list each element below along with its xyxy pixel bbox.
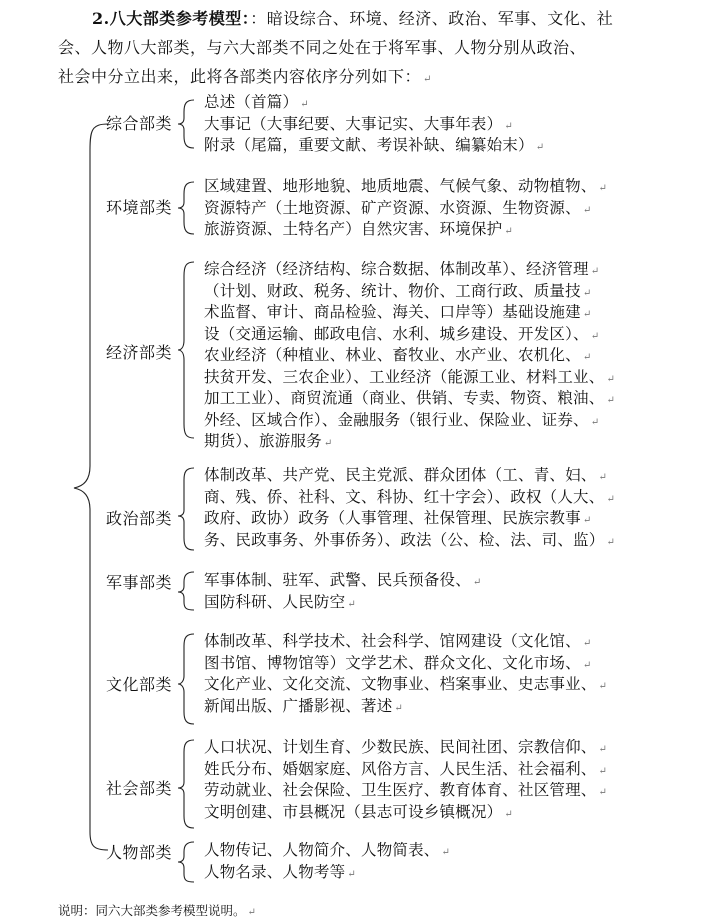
category-items-文化 bbox=[204, 631, 624, 717]
item-line: 政府、政协）政务（人事管理、社保管理、民族宗教事 ↵ bbox=[204, 509, 592, 527]
item-line: 大事记（大事纪要、大事记实、大事年表） ↵ bbox=[204, 114, 513, 133]
item-line: 人物名录、人物考等 ↵ bbox=[204, 862, 356, 881]
paragraph-mark: ↵ bbox=[582, 204, 592, 216]
item-line: 扶贫开发、三农企业）、工业经济（能源工业、材料工业、 ↵ bbox=[204, 367, 616, 386]
item-line: 人物传记、人物简介、人物简表、 ↵ bbox=[204, 841, 451, 859]
item-line: 加工工业）、商贸流通（商业、供销、专卖、物资、粮油、 ↵ bbox=[204, 389, 616, 407]
paragraph-mark: ↵ bbox=[323, 438, 333, 449]
category-label-社会: 社会部类 bbox=[106, 779, 173, 798]
item-line: 农业经济（种植业、林业、畜牧业、水产业、农机化、 ↵ bbox=[204, 346, 592, 364]
paragraph-mark: ↵ bbox=[504, 808, 513, 820]
paragraph-mark: ↵ bbox=[598, 681, 608, 692]
item-line: 区域建置、地形地貌、地质地震、气候气象、动物植物、 ↵ bbox=[204, 177, 608, 195]
paragraph-mark: ↵ bbox=[590, 266, 600, 277]
paragraph-mark: ↵ bbox=[590, 416, 600, 428]
paragraph-mark: ↵ bbox=[347, 598, 356, 610]
paragraph-mark: ↵ bbox=[504, 226, 513, 237]
item-line: 术监督、审计、商品检验、海关、口岸等）基础设施建 ↵ bbox=[204, 303, 592, 321]
paragraph-mark: ↵ bbox=[598, 744, 608, 755]
paragraph-mark: ↵ bbox=[606, 373, 616, 385]
paragraph-mark: ↵ bbox=[598, 787, 608, 798]
item-line: 军事体制、驻军、武警、民兵预备役、 ↵ bbox=[204, 571, 482, 589]
paragraph-mark: ↵ bbox=[590, 330, 600, 342]
category-label-军事: 军事部类 bbox=[106, 573, 173, 592]
item-line: 资源特产（土地资源、矿产资源、水资源、生物资源、 ↵ bbox=[204, 198, 592, 217]
item-line: 务、民政事务、外事侨务）、政法（公、检、法、司、监） ↵ bbox=[204, 530, 616, 549]
item-line: 综合经济（经济结构、综合数据、体制改革）、经济管理 ↵ bbox=[204, 260, 600, 278]
item-line: 体制改革、共产党、民主党派、群众团体（工、青、妇、 ↵ bbox=[204, 466, 608, 484]
item-line: 国防科研、人民防空 ↵ bbox=[204, 592, 356, 611]
item-line: 图书馆、博物馆等）文学艺术、群众文化、文化市场、 ↵ bbox=[204, 653, 592, 672]
item-line: 文明创建、市县概况（县志可设乡镇概况） ↵ bbox=[204, 802, 513, 821]
paragraph-mark: ↵ bbox=[472, 577, 482, 588]
category-items-社会 bbox=[204, 737, 624, 823]
category-items-政治 bbox=[204, 465, 624, 551]
item-line: 总述（首篇） ↵ bbox=[204, 93, 309, 111]
paragraph-mark: ↵ bbox=[535, 142, 545, 153]
section-heading: 2.八大部类参考模型 bbox=[92, 9, 242, 28]
category-label-政治: 政治部类 bbox=[106, 509, 173, 528]
item-line: 旅游资源、土特名产）自然灾害、环境保护 ↵ bbox=[204, 220, 513, 238]
item-line: 体制改革、科学技术、社会科学、馆网建设（文化馆、 ↵ bbox=[204, 632, 592, 650]
category-items-人物 bbox=[204, 840, 624, 883]
footnote: 说明：同六大部类参考模型说明。 ↵ bbox=[58, 903, 256, 918]
intro-line-1: 2.八大部类参考模型：：暗设综合、环境、经济、政治、军事、文化、社 bbox=[92, 9, 614, 28]
paragraph-mark: ↵ bbox=[582, 287, 592, 299]
intro-line-3: 社会中分立出来，此将各部类内容依序分列如下： ↵ bbox=[58, 67, 432, 86]
item-line: 新闻出版、广播影视、著述 ↵ bbox=[204, 696, 403, 715]
item-line: 商、残、侨、社科、文、科协、红十字会）、政权（人大、 ↵ bbox=[204, 487, 616, 506]
category-label-经济: 经济部类 bbox=[106, 343, 173, 362]
paragraph-mark: ↵ bbox=[300, 99, 309, 110]
item-line: 外经、区域合作）、金融服务（银行业、保险业、证券、 ↵ bbox=[204, 410, 600, 429]
category-label-人物: 人物部类 bbox=[106, 843, 173, 862]
paragraph-mark: ↵ bbox=[598, 765, 608, 777]
paragraph-mark: ↵ bbox=[441, 847, 451, 858]
item-line: 设（交通运输、邮政电信、水利、城乡建设、开发区）、 ↵ bbox=[204, 324, 600, 343]
item-line: 姓氏分布、婚姻家庭、风俗方言、人民生活、社会福利、 ↵ bbox=[204, 759, 608, 778]
category-label-环境: 环境部类 bbox=[106, 198, 173, 217]
category-label-综合: 综合部类 bbox=[106, 114, 173, 133]
item-line: 人口状况、计划生育、少数民族、民间社团、宗教信仰、 ↵ bbox=[204, 738, 608, 756]
paragraph-mark: ↵ bbox=[606, 395, 616, 406]
item-line: （计划、财政、税务、统计、物价、工商行政、质量技 ↵ bbox=[204, 281, 592, 300]
paragraph-mark: ↵ bbox=[582, 515, 592, 526]
category-label-文化: 文化部类 bbox=[106, 675, 173, 694]
paragraph-mark: ↵ bbox=[347, 868, 356, 880]
paragraph-mark: ↵ bbox=[598, 183, 608, 194]
category-items-经济 bbox=[204, 259, 624, 453]
paragraph-mark: ↵ bbox=[394, 702, 403, 714]
item-line: 文化产业、文化交流、文物事业、档案事业、史志事业、 ↵ bbox=[204, 675, 608, 693]
intro-paragraph bbox=[58, 4, 648, 94]
paragraph-mark: ↵ bbox=[582, 309, 592, 320]
main-brace bbox=[74, 124, 108, 850]
category-items-军事 bbox=[204, 570, 624, 613]
paragraph-mark: ↵ bbox=[582, 659, 592, 671]
paragraph-mark: ↵ bbox=[582, 638, 592, 649]
category-items-环境 bbox=[204, 176, 624, 241]
item-line: 劳动就业、社会保险、卫生医疗、教育体育、社区管理、 ↵ bbox=[204, 781, 608, 799]
item-line: 附录（尾篇，重要文献、考误补缺、编纂始末） ↵ bbox=[204, 136, 545, 154]
paragraph-mark: ↵ bbox=[606, 493, 616, 505]
category-items-综合 bbox=[204, 92, 624, 157]
intro-line-2: 会、人物八大部类，与六大部类不同之处在于将军事、人物分别从政治、 bbox=[58, 38, 587, 57]
paragraph-mark: ↵ bbox=[598, 472, 608, 483]
paragraph-mark: ↵ bbox=[582, 352, 592, 363]
paragraph-mark: ↵ bbox=[504, 120, 513, 132]
intro-line-1-text: ：暗设综合、环境、经济、政治、军事、文化、社 bbox=[250, 9, 614, 28]
item-line: 期货）、旅游服务 ↵ bbox=[204, 432, 333, 450]
paragraph-mark: ↵ bbox=[606, 536, 616, 548]
